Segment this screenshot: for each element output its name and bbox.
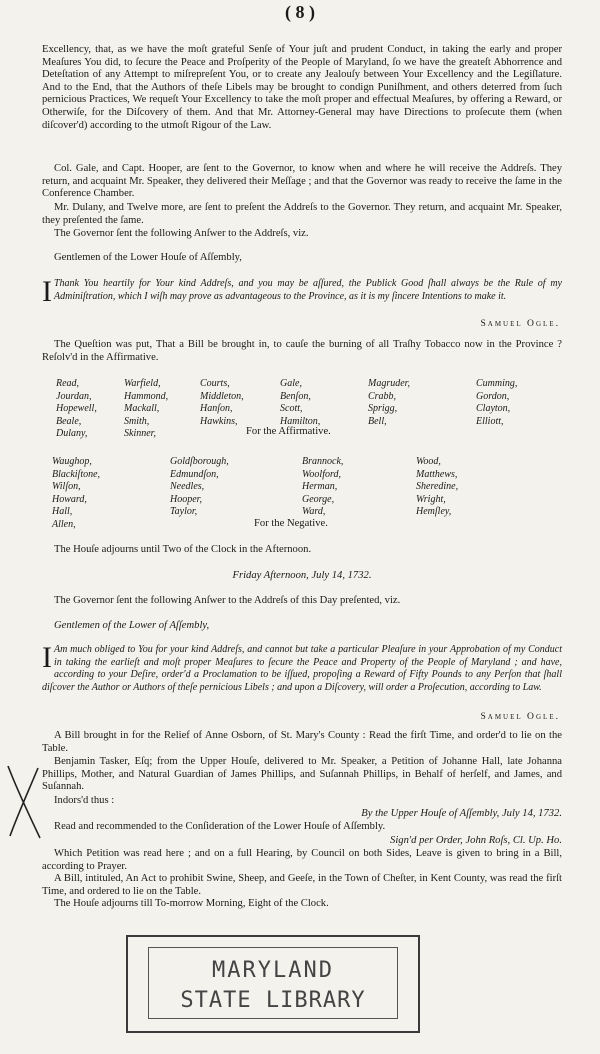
- paragraph-gale-hooper: Col. Gale, and Capt. Hooper, are ſent to the Governor, to know when and where he will receive the Addreſs. They return, and acquaint Mr. Speaker, they delivered their Meſſage ; and that the Governor was ready to receive the ſame in the Conference Chamber.: [42, 163, 562, 200]
- affirmative-col-5: [368, 378, 410, 428]
- paragraph-answer-address: The Governor ſent the following Anſwer to the Addreſs of this Day preſented, viz.: [54, 595, 401, 606]
- member-name: Gordon,: [476, 390, 510, 402]
- stamp-inner-border: [148, 947, 398, 1019]
- member-name: Hamilton,: [280, 415, 321, 427]
- indorsed: Indors'd thus :: [54, 795, 115, 806]
- stamp-line-2: STATE LIBRARY: [180, 988, 366, 1013]
- member-name: Magruder,: [368, 378, 410, 389]
- date-line: Friday Afternoon, July 14, 1732.: [232, 570, 372, 581]
- member-name: Hopewell,: [56, 403, 97, 414]
- member-name: Edmundſon,: [170, 468, 219, 480]
- paragraph-recommended: Read and recommended to the Conſideration of the Lower Houſe of Aſſembly.: [54, 821, 386, 832]
- affirmative-col-3: [200, 378, 244, 428]
- library-stamp: [126, 935, 420, 1033]
- paragraph-governor-answer: The Governor ſent the following Anſwer to the Addreſs, viz.: [54, 228, 309, 239]
- upper-house-line: By the Upper Houſe of Aſſembly, July 14, 1732.: [361, 808, 562, 819]
- negative-col-2: [170, 456, 229, 519]
- affirmative-col-6: [476, 378, 517, 428]
- affirmative-col-4: [280, 378, 320, 428]
- negative-label: For the Negative.: [254, 518, 328, 529]
- member-name: Cumming,: [476, 378, 518, 389]
- drop-cap-i: I: [42, 641, 52, 674]
- paragraph-tasker-petition: Benjamin Tasker, Eſq; from the Upper Houſe, delivered to Mr. Speaker, a Petition of Johanne Hall, late Johanna Phillips, Mother, and Natural Guardian of James Phillips, and Suſannah Phillips, in Behalf of herſelf, and James, and Suſannah.: [42, 756, 562, 793]
- member-name: Bell,: [368, 415, 387, 427]
- paragraph-swine-bill: A Bill, intituled, An Act to prohibit Swine, Sheep, and Geeſe, in the Town of Cheſter, in Kent County, was read the firſt Time, and ordered to lie on the Table.: [42, 873, 562, 897]
- signature-1: Samuel Ogle.: [480, 318, 560, 329]
- member-name: Hall,: [52, 506, 73, 517]
- adjourn-morning: The Houſe adjourns till To-morrow Morning, Eight of the Clock.: [54, 898, 329, 909]
- member-name: Hammond,: [124, 390, 169, 402]
- stamp-line-1: MARYLAND: [212, 958, 334, 983]
- paragraph-osborn-bill: A Bill brought in for the Relief of Anne Osborn, of St. Mary's County : Read the firſt Time, and order'd to lie on the Table.: [42, 730, 562, 754]
- member-name: Goldſborough,: [170, 456, 229, 467]
- member-name: Scott,: [280, 403, 303, 414]
- negative-col-1: [52, 456, 100, 531]
- member-name: Warfield,: [124, 378, 161, 389]
- paragraph-petition-read: Which Petition was read here ; and on a full Hearing, by Council on both Sides, Leave is given to bring in a Bill, according to Prayer.: [42, 848, 562, 872]
- drop-cap-i: I: [42, 275, 52, 308]
- member-name: Sprigg,: [368, 403, 398, 414]
- member-name: Ward,: [302, 506, 326, 517]
- member-name: Woolford,: [302, 468, 341, 480]
- member-name: Beale,: [56, 415, 82, 427]
- member-name: Courts,: [200, 378, 230, 389]
- member-name: Hemſley,: [416, 506, 452, 517]
- member-name: Read,: [56, 378, 80, 389]
- member-name: Benſon,: [280, 390, 311, 402]
- member-name: Dulany,: [56, 428, 88, 439]
- member-name: Wood,: [416, 456, 441, 467]
- margin-x-mark: [4, 762, 44, 842]
- member-name: Crabb,: [368, 390, 397, 402]
- signed-order: Sign'd per Order, John Roſs, Cl. Up. Ho.: [390, 835, 562, 846]
- member-name: Needles,: [170, 481, 205, 492]
- member-name: Hanſon,: [200, 403, 233, 414]
- member-name: Allen,: [52, 518, 76, 530]
- negative-col-3: [302, 456, 343, 519]
- member-name: Hawkins,: [200, 415, 238, 427]
- member-name: Smith,: [124, 415, 150, 427]
- paragraph-address: Excellency, that, as we have the moſt grateful Senſe of Your juſt and prudent Conduct, in taking the early and proper Meaſures You did, to ſecure the Peace and Proſperity of the People of Maryland, ſo we have the greateſt Abhorrence and Deteſtation of any Attempt to miſrepreſent You, or to create any Jealouſy between Your Excellency and the Legiſlature. And to the End, that the Authors of theſe Libels may be brought to condign Puniſhment, and others deterred from ſuch pernicious Practices, We requeſt Your Excellency to take the moſt proper and effectual Meaſures, by offering a Reward, or Otherwiſe, for the Diſcovery of them. And that Mr. Attorney-General may have Directions to proſecute them (when diſcover'd) according to the utmoſt Rigour of the Law.: [42, 44, 562, 131]
- member-name: Wilſon,: [52, 481, 81, 492]
- affirmative-col-1: [56, 378, 97, 441]
- paragraph-dulany: Mr. Dulany, and Twelve more, are ſent to preſent the Addreſs to the Governor. They return, and acquaint Mr. Speaker, they preſented the ſame.: [42, 202, 562, 226]
- member-name: Matthews,: [416, 468, 458, 480]
- governor-answer-1: I Thank You heartily for Your kind Addreſs, and you may be aſſured, the Publick Good ſhall always be the Rule of my Adminiſtration, which I wiſh may prove as advantageous to the Province, as it is my ſincere Intentions to make it.: [42, 275, 562, 308]
- salutation-1: Gentlemen of the Lower Houſe of Aſſembly,: [54, 252, 242, 263]
- governor-answer-2: I Am much obliged to You for your kind Addreſs, and cannot but take a particular Pleaſure in your Approbation of my Conduct in taking the earlieſt and moſt proper Meaſures to ſecure the Peace and Property of the People of Maryland ; and have, according to your Deſire, order'd a Proclamation to be iſſued, propoſing a Reward of Fifty Pounds to any Perſon that ſhall diſcover the Author or Authors of theſe pernicious Libels ; and upon a Diſcovery, will order a Proſecution, according to Law.: [42, 641, 562, 693]
- member-name: Clayton,: [476, 403, 511, 414]
- signature-2: Samuel Ogle.: [480, 711, 560, 722]
- member-name: Howard,: [52, 493, 87, 505]
- member-name: Waughop,: [52, 456, 92, 467]
- member-name: Middleton,: [200, 390, 244, 402]
- member-name: Skinner,: [124, 428, 156, 439]
- affirmative-col-2: [124, 378, 168, 441]
- member-name: Brannock,: [302, 456, 344, 467]
- member-name: Mackall,: [124, 403, 160, 414]
- member-name: Jourdan,: [56, 390, 92, 402]
- member-name: Taylor,: [170, 506, 198, 517]
- member-name: Blackiſtone,: [52, 468, 101, 480]
- paragraph-question: The Queſtion was put, That a Bill be brought in, to cauſe the burning of all Traſhy Tobacco now in the Province ? Reſolv'd in the Affirmative.: [42, 339, 562, 363]
- member-name: Herman,: [302, 481, 338, 492]
- salutation-2: Gentlemen of the Lower of Aſſembly,: [54, 620, 210, 631]
- member-name: Sheredine,: [416, 481, 459, 492]
- affirmative-label: For the Affirmative.: [246, 426, 331, 437]
- member-name: Gale,: [280, 378, 302, 389]
- negative-col-4: [416, 456, 458, 519]
- member-name: George,: [302, 493, 335, 505]
- member-name: Hooper,: [170, 493, 202, 505]
- member-name: Elliott,: [476, 415, 504, 427]
- member-name: Wright,: [416, 493, 446, 505]
- page-number: ( 8 ): [285, 2, 315, 22]
- adjourn-afternoon: The Houſe adjourns until Two of the Clock in the Afternoon.: [54, 544, 312, 555]
